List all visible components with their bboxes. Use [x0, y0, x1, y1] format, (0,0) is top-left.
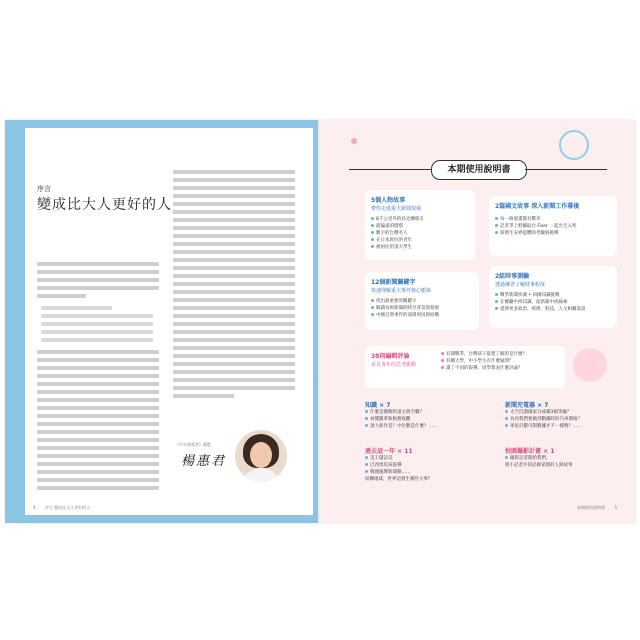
decor-dot [351, 138, 357, 144]
list-item: 戰爭新聞快測 • 回國知識挑戰 [495, 292, 611, 299]
card-subtitle: 看見青年的思考脈動 [371, 362, 417, 368]
list-item: 找出最重要的關鍵字 [371, 298, 473, 305]
left-border-top [5, 120, 319, 128]
section-title: 新聞充電器 × 7 [505, 402, 549, 409]
section-knowledge [365, 400, 475, 430]
section-news-charger [505, 400, 615, 430]
list-item: 攝影記者開給我們， [505, 455, 615, 462]
preface-kicker: 序言 [37, 185, 51, 193]
card-behind-scenes [489, 196, 617, 256]
list-item: 結構地球，世界這發生哪些大事？ [365, 477, 433, 482]
card-title: 12個新聞關鍵字 [371, 279, 416, 286]
card-quiz [489, 266, 617, 328]
card-title: 38則編輯評論 [371, 353, 410, 360]
page-number-left: 4 [33, 505, 36, 510]
section-title: 知識 × 7 [365, 402, 391, 409]
card-subtitle: 透過練習了解時事程度 [495, 282, 546, 288]
signature: 楊惠君 [181, 454, 227, 469]
card-title: 2組時事測驗 [495, 273, 530, 280]
list-item: 有關大學，中小學生有什麼疑問？ [441, 358, 527, 365]
section-title: 校園攝影計畫 × 1 [505, 448, 555, 455]
list-item: 與小記者共同記錄家園的人與故事 [505, 463, 573, 468]
signature-label: 《少年報導者》總監 [175, 442, 211, 447]
list-item: 巴西黑坑抹報導 [365, 462, 475, 469]
card-keywords [365, 272, 479, 330]
right-page [321, 120, 635, 523]
list-item: 頂大新作是？中位數是什麼？…… [365, 423, 475, 430]
card-subtitle: 快速理解重大事件核心脈絡 [371, 288, 432, 294]
page-title: 本期使用說明書 [431, 160, 527, 180]
preface-title: 變成比大人更好的人 [37, 197, 172, 213]
title-rule-left [349, 169, 431, 170]
author-portrait [235, 430, 287, 482]
card-title: 5個人物故事 [371, 197, 406, 204]
list-item: 8千公里外的烏克蘭朋友 [371, 216, 469, 223]
list-item: 在日本唐拉的青年 [371, 237, 469, 244]
running-footer-right: 本期使用說明書 [577, 505, 605, 510]
list-item: 什麼是搬動的頂主與空襲？ [365, 409, 475, 416]
left-border-left [5, 120, 25, 523]
section-campus-photo [505, 446, 615, 469]
list-item: 最偏遠的燈塔 [371, 223, 469, 230]
card-reader-comments [365, 346, 565, 388]
section-past-year [365, 446, 475, 483]
list-item: 解讀每則新聞的時空背景與發展 [371, 305, 473, 312]
quote-block [41, 306, 159, 342]
left-border-bottom [5, 515, 319, 523]
running-footer-left: 序言 變成比大人更好的人 [45, 505, 91, 510]
list-item: 延伸更多政治、經濟、科技、人文相關資訊 [495, 306, 611, 313]
list-item: 美王儲訪美 [365, 455, 475, 462]
list-item: 讀了不同的報導，同學想表什麼評論？ [441, 365, 527, 372]
body-column-2 [173, 166, 295, 402]
list-item: 每一格漫畫都有驚奇 [495, 216, 611, 223]
section-title: 過去這一年 × 11 [365, 448, 413, 455]
list-item: 有開戰爭，台灣孩子最想了解的是什麼？ [441, 351, 527, 358]
list-item: 太空沉淵國家分成哪3個等級？ [505, 409, 615, 416]
list-item: 看懂羅革和稅務收觀 [365, 416, 475, 423]
list-item: 在餐廳中找知識，從新聞中找線索 [495, 299, 611, 306]
list-item: 韓國風聲新聞動…… [365, 469, 475, 476]
list-item: 記者爭上野攝取台 Fiser 一起出生入死 [495, 223, 611, 230]
card-subtitle: 帶你走進重大新聞現場 [371, 206, 422, 212]
card-people-stories [365, 190, 475, 260]
list-item: 探照生安界提體的考驗與挑戰 [495, 230, 611, 237]
list-item: 軍星計劃可制數據才不一樣嗎？…… [505, 423, 615, 430]
body-column-1 [37, 258, 159, 494]
list-item: 數字的台灣名人 [371, 230, 469, 237]
list-item: 被困住的頂大學生 [371, 244, 469, 251]
question-mark-icon [573, 348, 607, 382]
left-page [5, 120, 319, 523]
page-number-right: 5 [614, 505, 617, 510]
decor-circle [559, 130, 589, 160]
list-item: 中國自然事件的深層原因與結構 [371, 312, 473, 319]
magazine-spread [5, 120, 635, 523]
list-item: 為何我們要做到數據時的汽車價格？ [505, 416, 615, 423]
card-title: 2篇國文故事 深入新聞工作幕後 [495, 203, 580, 210]
title-rule-right [525, 169, 607, 170]
